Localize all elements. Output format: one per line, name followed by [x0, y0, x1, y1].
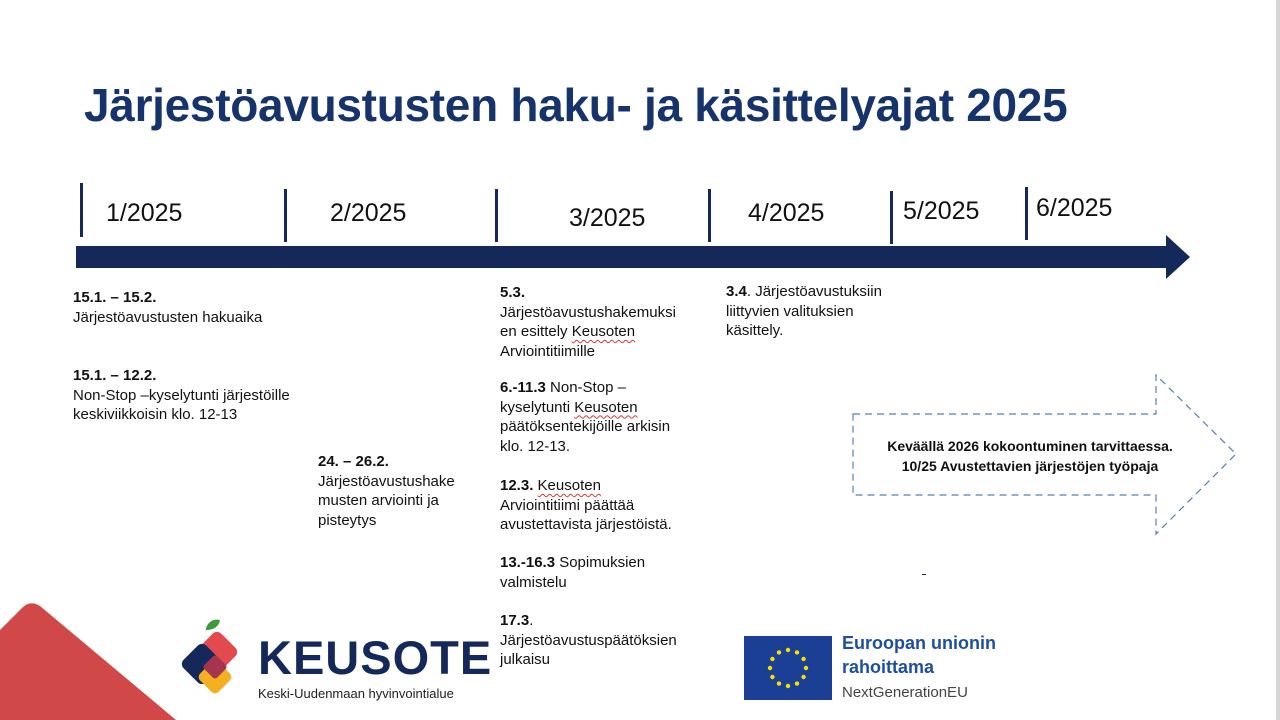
keusote-logo-text: KEUSOTE	[258, 631, 493, 684]
event-date: 15.1. – 15.2.	[73, 289, 157, 306]
event-date: 6.-11.3	[500, 379, 546, 396]
event-date: 12.3.	[500, 477, 534, 494]
event-nonstop-q-hour	[73, 366, 318, 425]
event-publication	[500, 611, 710, 670]
timeline-tick	[284, 189, 287, 242]
keusote-term: Keusoten	[537, 477, 601, 494]
timeline-tick	[1025, 187, 1028, 240]
event-text: valmistelu	[500, 573, 567, 591]
stray-mark	[922, 574, 926, 575]
eu-program-text: NextGenerationEU	[842, 684, 968, 701]
event-date: 5.3.	[500, 284, 526, 301]
event-text: Sopimuksien	[555, 554, 646, 571]
event-text: keskiviikkoisin klo. 12-13	[73, 406, 238, 423]
decorative-corner-shape	[0, 600, 180, 720]
keusote-logo-icon	[176, 618, 252, 702]
timeline-tick	[495, 189, 498, 242]
eu-funding-text: rahoittama	[842, 657, 935, 677]
event-evaluation	[318, 452, 488, 530]
timeline-tick	[708, 189, 711, 242]
event-date: 13.-16.3	[500, 554, 556, 571]
slide-title: Järjestöavustusten haku- ja käsittelyajat 2025	[84, 79, 1068, 131]
month-label: 5/2025	[903, 197, 980, 225]
event-nonstop-decisionmakers	[500, 378, 710, 456]
future-line: Keväällä 2026 kokoontuminen tarvittaessa.	[887, 438, 1173, 454]
event-text: liittyvien valituksien	[726, 302, 854, 320]
event-text: Järjestöavustusten hakuaika	[73, 308, 263, 326]
event-text: .	[529, 612, 534, 629]
event-text: päätöksentekijöille arkisin	[500, 418, 671, 435]
timeline-arrow-shaft	[76, 246, 1172, 268]
event-text: Järjestöavustushake	[318, 472, 455, 490]
event-date: 17.3	[500, 612, 530, 629]
event-presentation	[500, 283, 710, 361]
event-text: klo. 12-13.	[500, 437, 571, 455]
event-text: Arviointitiimille	[500, 342, 596, 360]
event-text: kyselytunti	[500, 398, 571, 416]
event-appeals	[726, 282, 926, 341]
event-text: Non-Stop –kyselytunti järjestöille	[73, 386, 290, 404]
month-label: 1/2025	[106, 199, 183, 227]
event-application-period	[73, 288, 293, 327]
event-text: . Järjestöavustuksiin	[746, 283, 882, 300]
event-date: 24. – 26.2.	[318, 453, 389, 470]
timeline-tick	[80, 183, 83, 237]
month-label: 2/2025	[330, 199, 407, 227]
future-line: 10/25 Avustettavien järjestöjen työpaja	[901, 458, 1159, 474]
event-date: 3.4	[726, 283, 747, 300]
timeline-arrow-head	[1166, 235, 1190, 279]
event-text: Non-Stop –	[545, 379, 626, 396]
event-text: en esittely	[500, 323, 568, 340]
future-arrow-text	[852, 436, 1208, 476]
event-text: avustettavista järjestöistä.	[500, 516, 672, 533]
event-text: Arviointitiimi päättää	[500, 496, 635, 514]
keusote-logo-subtitle: Keski-Uudenmaan hyvinvointialue	[258, 686, 454, 701]
eu-flag-icon	[744, 636, 832, 700]
event-date: 15.1. – 12.2.	[73, 367, 157, 384]
keusote-term: Keusoten	[571, 323, 636, 340]
event-text: musten arviointi ja	[318, 492, 439, 509]
event-text: Järjestöavustuspäätöksien	[500, 631, 677, 649]
timeline-tick	[890, 191, 893, 244]
event-text: pisteytys	[318, 511, 377, 529]
month-label: 3/2025	[569, 204, 646, 232]
event-contracts	[500, 553, 710, 592]
eu-funding-text: Euroopan unionin	[842, 633, 996, 653]
timeline	[0, 0, 1280, 290]
event-decision	[500, 476, 710, 535]
month-label: 6/2025	[1036, 194, 1113, 222]
event-text: julkaisu	[500, 651, 551, 668]
event-text: käsittely.	[726, 322, 784, 339]
month-label: 4/2025	[748, 199, 825, 227]
keusote-term: Keusoten	[574, 398, 638, 416]
event-text: Järjestöavustushakemuksi	[500, 303, 676, 321]
